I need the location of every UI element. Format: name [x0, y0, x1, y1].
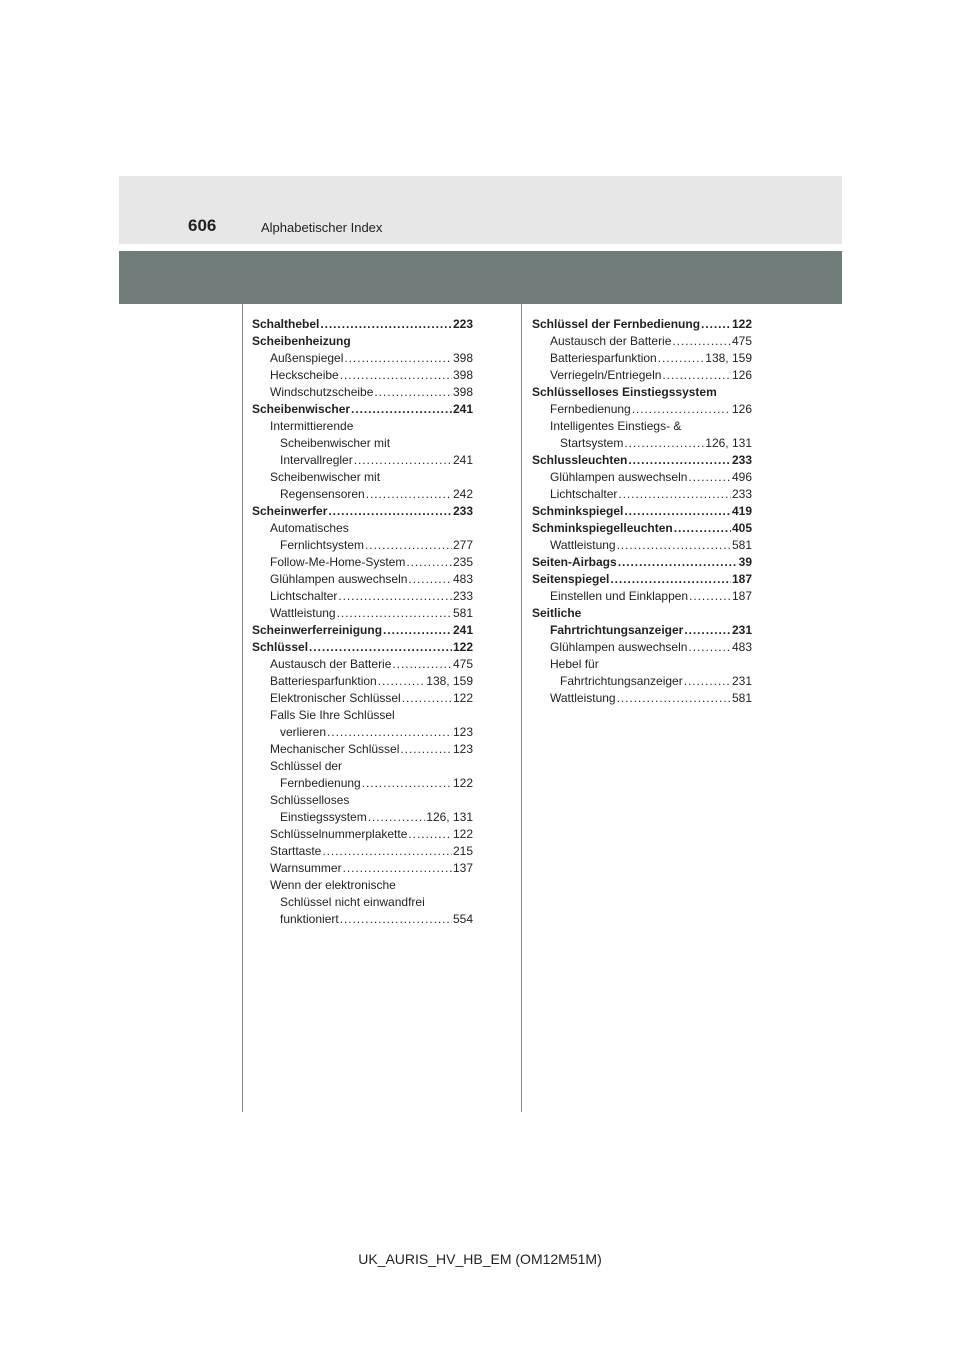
- leader-dots: [624, 503, 731, 520]
- index-entry: [252, 367, 473, 384]
- page-reference: 475: [731, 334, 752, 348]
- index-entry: [532, 469, 752, 486]
- index-column-left: [252, 316, 473, 928]
- index-entry: [532, 333, 752, 350]
- leader-dots: [340, 367, 452, 384]
- index-entry: [532, 639, 752, 656]
- index-entry: [252, 690, 473, 707]
- page-reference: 419: [731, 504, 752, 518]
- index-term: Scheibenheizung: [252, 334, 351, 348]
- index-term: Starttaste: [270, 844, 322, 858]
- page-reference: 398: [452, 351, 473, 365]
- leader-dots: [337, 605, 452, 622]
- index-term: Schlüssel nicht einwandfrei: [280, 895, 425, 909]
- index-column-right: [532, 316, 752, 707]
- index-entry: [532, 622, 752, 639]
- index-entry: [252, 554, 473, 571]
- index-entry: [532, 503, 752, 520]
- page-reference: 241: [452, 402, 473, 416]
- index-term: Schalthebel: [252, 317, 320, 331]
- index-entry: [532, 537, 752, 554]
- page-reference: 231: [731, 623, 752, 637]
- index-term: Regensensoren: [280, 487, 365, 501]
- leader-dots: [354, 452, 452, 469]
- index-heading: [252, 435, 473, 452]
- leader-dots: [617, 537, 731, 554]
- page-reference: 122: [452, 776, 473, 790]
- index-term: Scheibenwischer mit: [280, 436, 391, 450]
- page-reference: 215: [452, 844, 473, 858]
- index-term: Glühlampen auswechseln: [270, 572, 408, 586]
- page-reference: 187: [731, 589, 752, 603]
- leader-dots: [351, 401, 452, 418]
- index-entry: [252, 911, 473, 928]
- index-entry: [252, 401, 473, 418]
- leader-dots: [392, 656, 452, 673]
- index-term: Scheibenwischer: [252, 402, 351, 416]
- index-heading: [252, 894, 473, 911]
- index-entry: [532, 486, 752, 503]
- index-entry: [532, 401, 752, 418]
- index-term: Intervallregler: [280, 453, 353, 467]
- leader-dots: [632, 401, 731, 418]
- page-reference: 126, 131: [705, 436, 752, 450]
- index-term: Schlüsselloses Einstiegssystem: [532, 385, 717, 399]
- index-term: Warnsummer: [270, 861, 342, 875]
- index-entry: [532, 673, 752, 690]
- index-entry: [532, 316, 752, 333]
- index-entry: [532, 452, 752, 469]
- header-top-bar: [119, 176, 842, 244]
- index-term: Fernlichtsystem: [280, 538, 365, 552]
- index-heading: [252, 707, 473, 724]
- leader-dots: [343, 860, 452, 877]
- page-reference: 122: [452, 691, 473, 705]
- index-term: Schlüssel: [252, 640, 309, 654]
- page-reference: 581: [731, 538, 752, 552]
- index-term: Fahrtrichtungsanzeiger: [550, 623, 684, 637]
- page-reference: 483: [452, 572, 473, 586]
- page-reference: 231: [731, 674, 752, 688]
- index-term: Schminkspiegel: [532, 504, 624, 518]
- index-entry: [532, 690, 752, 707]
- leader-dots: [378, 673, 426, 690]
- document-code: UK_AURIS_HV_HB_EM (OM12M51M): [358, 1251, 602, 1267]
- page-reference: 235: [452, 555, 473, 569]
- leader-dots: [688, 639, 731, 656]
- index-term: Wattleistung: [270, 606, 336, 620]
- leader-dots: [684, 622, 731, 639]
- leader-dots: [344, 350, 452, 367]
- page-reference: 123: [452, 742, 473, 756]
- leader-dots: [701, 316, 731, 333]
- index-term: Verriegeln/Entriegeln: [550, 368, 662, 382]
- leader-dots: [406, 554, 452, 571]
- leader-dots: [624, 435, 704, 452]
- leader-dots: [408, 826, 452, 843]
- index-heading: [252, 792, 473, 809]
- leader-dots: [672, 333, 731, 350]
- index-entry: [532, 435, 752, 452]
- leader-dots: [662, 367, 731, 384]
- index-entry: [532, 588, 752, 605]
- leader-dots: [340, 911, 452, 928]
- page-reference: 241: [452, 623, 473, 637]
- index-entry: [252, 452, 473, 469]
- index-entry: [532, 571, 752, 588]
- index-entry: [252, 843, 473, 860]
- index-term: Startsystem: [560, 436, 624, 450]
- index-entry: [532, 350, 752, 367]
- index-term: Seiten-Airbags: [532, 555, 617, 569]
- page-reference: 126: [731, 368, 752, 382]
- index-entry: [252, 486, 473, 503]
- leader-dots: [684, 673, 731, 690]
- index-term: Scheinwerferreinigung: [252, 623, 383, 637]
- index-term: Einstellen und Einklappen: [550, 589, 689, 603]
- page-reference: 137: [452, 861, 473, 875]
- index-term: Außenspiegel: [270, 351, 344, 365]
- leader-dots: [402, 690, 452, 707]
- leader-dots: [628, 452, 731, 469]
- index-entry: [252, 350, 473, 367]
- index-entry: [252, 571, 473, 588]
- leader-dots: [309, 639, 452, 656]
- leader-dots: [368, 809, 426, 826]
- page-reference: 581: [731, 691, 752, 705]
- index-term: Intelligentes Einstiegs- &: [550, 419, 682, 433]
- leader-dots: [366, 486, 452, 503]
- page-reference: 233: [452, 589, 473, 603]
- page-reference: 475: [452, 657, 473, 671]
- index-term: Glühlampen auswechseln: [550, 470, 688, 484]
- index-term: Scheinwerfer: [252, 504, 328, 518]
- leader-dots: [674, 520, 731, 537]
- leader-dots: [400, 741, 452, 758]
- index-term: Fernbedienung: [550, 402, 631, 416]
- index-term: Schlussleuchten: [532, 453, 628, 467]
- index-entry: [252, 826, 473, 843]
- header-band: [119, 251, 842, 304]
- index-term: Austausch der Batterie: [550, 334, 672, 348]
- page-reference: 126, 131: [426, 810, 473, 824]
- index-term: Lichtschalter: [550, 487, 618, 501]
- index-heading: [532, 384, 752, 401]
- leader-dots: [618, 486, 731, 503]
- leader-dots: [374, 384, 452, 401]
- center-column-rule: [521, 304, 522, 1112]
- index-term: Hebel für: [550, 657, 599, 671]
- index-entry: [532, 367, 752, 384]
- index-term: Batteriesparfunktion: [270, 674, 377, 688]
- index-heading: [252, 758, 473, 775]
- page-reference: 241: [452, 453, 473, 467]
- index-term: Einstiegssystem: [280, 810, 367, 824]
- page-reference: 581: [452, 606, 473, 620]
- index-entry: [252, 860, 473, 877]
- page-reference: 483: [731, 640, 752, 654]
- index-entry: [252, 741, 473, 758]
- index-entry: [252, 775, 473, 792]
- index-heading: [532, 605, 752, 622]
- left-column-rule: [242, 304, 243, 1112]
- page-reference: 554: [452, 912, 473, 926]
- index-term: Wattleistung: [550, 691, 616, 705]
- index-entry: [252, 537, 473, 554]
- index-term: Austausch der Batterie: [270, 657, 392, 671]
- index-entry: [252, 605, 473, 622]
- index-term: Lichtschalter: [270, 589, 338, 603]
- page-reference: 242: [452, 487, 473, 501]
- index-term: Glühlampen auswechseln: [550, 640, 688, 654]
- section-title: Alphabetischer Index: [261, 220, 383, 235]
- index-heading: [532, 656, 752, 673]
- index-term: Schlüssel der: [270, 759, 343, 773]
- page-reference: 496: [731, 470, 752, 484]
- index-entry: [252, 503, 473, 520]
- index-heading: [252, 877, 473, 894]
- page-reference: 138, 159: [705, 351, 752, 365]
- page-reference: 398: [452, 368, 473, 382]
- index-term: Schlüssel der Fernbedienung: [532, 317, 701, 331]
- index-term: Intermittierende: [270, 419, 354, 433]
- page-number: 606: [188, 216, 217, 235]
- index-entry: [252, 656, 473, 673]
- index-term: Fernbedienung: [280, 776, 361, 790]
- index-term: Elektronischer Schlüssel: [270, 691, 401, 705]
- index-term: Fahrtrichtungsanzeiger: [560, 674, 683, 688]
- index-entry: [252, 384, 473, 401]
- index-heading: [252, 418, 473, 435]
- index-heading: [252, 469, 473, 486]
- page-reference: 39: [738, 555, 752, 569]
- index-heading: [252, 333, 473, 350]
- index-term: Scheibenwischer mit: [270, 470, 381, 484]
- leader-dots: [338, 588, 452, 605]
- leader-dots: [617, 690, 731, 707]
- index-entry: [252, 724, 473, 741]
- index-entry: [532, 554, 752, 571]
- index-heading: [532, 418, 752, 435]
- leader-dots: [322, 843, 452, 860]
- index-entry: [252, 639, 473, 656]
- page-reference: 138, 159: [426, 674, 473, 688]
- page-reference: 223: [452, 317, 473, 331]
- index-term: Seitliche: [532, 606, 582, 620]
- leader-dots: [618, 554, 738, 571]
- index-term: Heckscheibe: [270, 368, 339, 382]
- index-term: Wattleistung: [550, 538, 616, 552]
- page-reference: 233: [731, 487, 752, 501]
- page-reference: 398: [452, 385, 473, 399]
- index-entry: [252, 622, 473, 639]
- index-term: Automatisches: [270, 521, 349, 535]
- leader-dots: [320, 316, 452, 333]
- leader-dots: [327, 724, 452, 741]
- index-term: Windschutzscheibe: [270, 385, 374, 399]
- index-term: Seitenspiegel: [532, 572, 610, 586]
- index-term: Mechanischer Schlüssel: [270, 742, 400, 756]
- page-reference: 123: [452, 725, 473, 739]
- index-entry: [532, 520, 752, 537]
- index-entry: [252, 588, 473, 605]
- leader-dots: [658, 350, 705, 367]
- page-reference: 122: [731, 317, 752, 331]
- index-entry: [252, 809, 473, 826]
- page-reference: 122: [452, 640, 473, 654]
- leader-dots: [610, 571, 731, 588]
- index-term: Wenn der elektronische: [270, 878, 396, 892]
- index-term: Schlüsselloses: [270, 793, 350, 807]
- page-reference: 122: [452, 827, 473, 841]
- index-term: verlieren: [280, 725, 327, 739]
- index-term: Schlüsselnummerplakette: [270, 827, 408, 841]
- index-term: funktioniert: [280, 912, 339, 926]
- page-reference: 277: [452, 538, 473, 552]
- leader-dots: [362, 775, 452, 792]
- page-reference: 126: [731, 402, 752, 416]
- leader-dots: [689, 588, 731, 605]
- leader-dots: [365, 537, 452, 554]
- index-term: Batteriesparfunktion: [550, 351, 657, 365]
- page-reference: 233: [731, 453, 752, 467]
- page-reference: 405: [731, 521, 752, 535]
- index-term: Schminkspiegelleuchten: [532, 521, 673, 535]
- page-reference: 233: [452, 504, 473, 518]
- leader-dots: [383, 622, 452, 639]
- index-entry: [252, 316, 473, 333]
- index-term: Falls Sie Ihre Schlüssel: [270, 708, 395, 722]
- leader-dots: [688, 469, 731, 486]
- leader-dots: [408, 571, 452, 588]
- index-heading: [252, 520, 473, 537]
- page-reference: 187: [731, 572, 752, 586]
- index-entry: [252, 673, 473, 690]
- leader-dots: [328, 503, 452, 520]
- index-term: Follow-Me-Home-System: [270, 555, 406, 569]
